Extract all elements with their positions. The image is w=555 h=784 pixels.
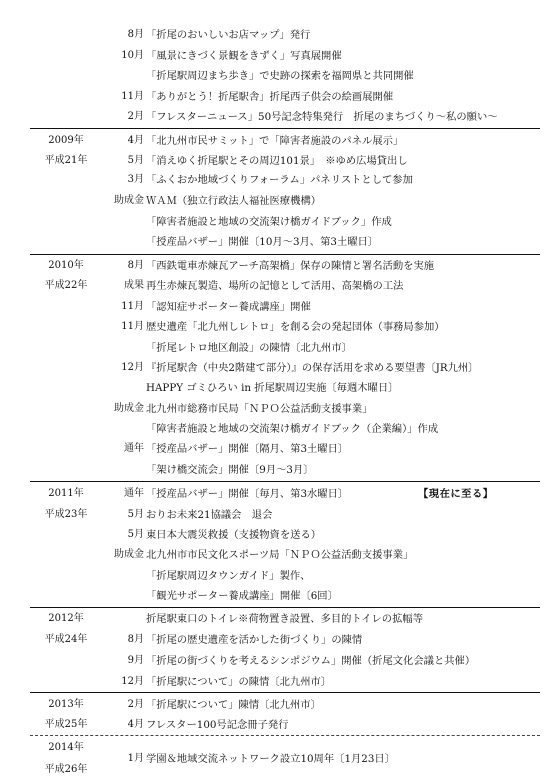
timeline-row (0, 107, 555, 127)
timeline-row (0, 170, 555, 190)
event-text: HAPPY ゴミひろい in 折尾駅周辺実施〔毎週木曜日〕 (146, 382, 399, 394)
event-text: フレスター100号記念冊子発行 (146, 719, 289, 731)
timeline-row (0, 66, 555, 86)
event-text: 「消えゆく折尾駅とその周辺101景」 ※ゆめ広場貸出し (146, 155, 408, 167)
timeline-row (0, 545, 555, 565)
event-text: 北九州市市民文化スポーツ局「ＮＰＯ公益活動支援事業」 (146, 549, 414, 561)
month-label: 助成金 (114, 549, 144, 560)
event-text: 「風景にきづく景観をきずく」写真展開催 (146, 50, 342, 62)
year-separator-line (30, 481, 540, 482)
event-text: 学園＆地域交流ネットワーク設立10周年〔1月23日〕 (146, 753, 395, 765)
month-label: 9月 (127, 655, 144, 666)
timeline-row (0, 297, 555, 317)
event-text: おりお未来21協議会 退会 (146, 509, 273, 521)
year-separator-line (30, 254, 540, 255)
month-label: 5月 (127, 529, 144, 540)
month-label: 通年 (124, 488, 144, 499)
timeline-row (0, 715, 555, 735)
timeline-row (0, 232, 555, 252)
timeline-row (0, 760, 555, 780)
event-text: 「観光サポーター養成講座」開催〔6回〕 (146, 590, 338, 602)
month-label: 8月 (127, 29, 144, 40)
event-text: 「折尾駅周辺タウンガイド」製作、 (146, 570, 311, 582)
event-text: 「障害者施設と地域の交流架け橋ガイドブック」作成 (146, 216, 392, 228)
year-label: 平成21年 (44, 155, 88, 166)
timeline-row (0, 566, 555, 586)
month-label: 助成金 (114, 195, 144, 206)
event-text: 再生赤煉瓦製造、場所の記憶として活用、高架橋の工法 (146, 280, 404, 292)
month-label: 12月 (121, 362, 144, 373)
timeline-row (0, 256, 555, 276)
event-text: 東日本大震災救援（支援物資を送る） (146, 529, 322, 541)
timeline-row (0, 399, 555, 419)
month-label: 成果 (124, 280, 144, 291)
event-text: 「折尾レトロ地区創設」の陳情〔北九州市〕 (146, 342, 352, 354)
month-label: 1月 (127, 753, 144, 764)
timeline-row (0, 317, 555, 337)
month-label: 通年 (124, 443, 144, 454)
event-text: 「ありがとう！折尾駅舎」折尾西子供会の絵画展開催 (146, 91, 394, 103)
timeline-row (0, 358, 555, 378)
timeline-row (0, 338, 555, 358)
event-text: 「北九州市民サミット」で「障害者施設のパネル展示」 (146, 135, 404, 147)
event-text: 「西鉄電車赤煉瓦アーチ高架橋」保存の陳情と署名活動を実施 (146, 260, 435, 272)
year-label: 2012年 (48, 613, 84, 624)
timeline-row (0, 672, 555, 692)
event-text: 「フレスターニュース」50号記念特集発行 折尾のまちづくり～私の願い～ (146, 111, 498, 123)
timeline-row (0, 212, 555, 232)
event-text: 「折尾駅周辺まち歩き」で史跡の探索を福岡県と共同開催 (146, 70, 414, 82)
month-label: 8月 (127, 634, 144, 645)
month-label: 3月 (127, 174, 144, 185)
month-label: 10月 (121, 50, 144, 61)
year-label: 平成23年 (44, 509, 88, 520)
event-text: ＷＡＭ（独立行政法人福祉医療機構） (146, 195, 322, 207)
event-text: 「折尾のおいしいお店マップ」発行 (146, 29, 311, 41)
status-note: 【現在に至る】 (418, 488, 494, 500)
event-text: 「ふくおか地域づくりフォーラム」パネリストとして参加 (146, 174, 413, 186)
year-label: 2010年 (48, 260, 84, 271)
timeline-row (0, 609, 555, 629)
timeline-row (0, 460, 555, 480)
month-label: 11月 (121, 91, 144, 102)
event-text: 「授産品バザー」開催〔10月～3月、第3土曜日〕 (146, 236, 379, 248)
event-text: 「授産品バザー」開催〔隔月、第3土曜日〕 (146, 443, 349, 455)
month-label: 助成金 (114, 403, 144, 414)
timeline-row (0, 46, 555, 66)
year-label: 平成22年 (44, 280, 88, 291)
month-label: 11月 (121, 321, 144, 332)
year-separator-line (30, 735, 540, 736)
timeline-row (0, 505, 555, 525)
year-label: 2009年 (48, 135, 84, 146)
timeline-row (0, 484, 555, 504)
month-label: 2月 (127, 699, 144, 710)
month-label: 4月 (127, 135, 144, 146)
month-label: 4月 (127, 719, 144, 730)
timeline-row (0, 131, 555, 151)
event-text: 「障害者施設と地域の交流架け橋ガイドブック（企業編）」作成 (146, 423, 439, 435)
month-label: 5月 (127, 509, 144, 520)
event-text: 歴史遺産「北九州しレトロ」を創る会の発起団体（事務局参加） (146, 321, 445, 333)
event-text: 折尾駅東口のトイレ※荷物置き設置、多目的トイレの拡幅等 (146, 613, 423, 625)
timeline-row (0, 25, 555, 45)
event-text: 「折尾の街づくりを考えるシンポジウム」開催（折尾文化会議と共催） (146, 655, 476, 667)
event-text: 「架け橋交流会」開催〔9月～3月〕 (146, 464, 314, 476)
event-text: 北九州市総務市民局「ＮＰＯ公益活動支援事業」 (146, 403, 373, 415)
timeline-row (0, 651, 555, 671)
timeline-row (0, 87, 555, 107)
timeline-row (0, 630, 555, 650)
month-label: 2月 (127, 111, 144, 122)
timeline-row (0, 419, 555, 439)
month-label: 11月 (121, 301, 144, 312)
timeline-row (0, 378, 555, 398)
year-label: 2011年 (48, 488, 84, 499)
event-text: 『折尾駅舎（中央2階建て部分）』の保存活用を求める要望書〔JR九州〕 (146, 362, 479, 374)
timeline-row (0, 191, 555, 211)
event-text: 「折尾駅について」の陳情〔北九州市〕 (146, 676, 332, 688)
year-label: 平成25年 (44, 719, 88, 730)
timeline-row (0, 525, 555, 545)
month-label: 12月 (121, 676, 144, 687)
year-separator-line (30, 128, 540, 129)
event-text: 「折尾の歴史遺産を活かした街づくり」の陳情 (146, 634, 363, 646)
year-separator-line (30, 607, 540, 608)
timeline-row (0, 439, 555, 459)
event-text: 「認知症サポーター養成講座」開催 (146, 301, 311, 313)
year-label: 平成24年 (44, 634, 88, 645)
month-label: 5月 (127, 155, 144, 166)
event-text: 「折尾駅について」陳情〔北九州市〕 (146, 699, 321, 711)
month-label: 8月 (127, 260, 144, 271)
timeline-row (0, 586, 555, 606)
timeline-row (0, 151, 555, 171)
year-label: 平成26年 (44, 764, 88, 775)
event-text: 「授産品バザー」開催〔毎月、第3水曜日〕 (146, 488, 349, 500)
year-label: 2013年 (48, 699, 84, 710)
year-separator-line (30, 692, 540, 693)
timeline-row (0, 276, 555, 296)
timeline-row (0, 695, 555, 715)
year-label: 2014年 (48, 742, 84, 753)
